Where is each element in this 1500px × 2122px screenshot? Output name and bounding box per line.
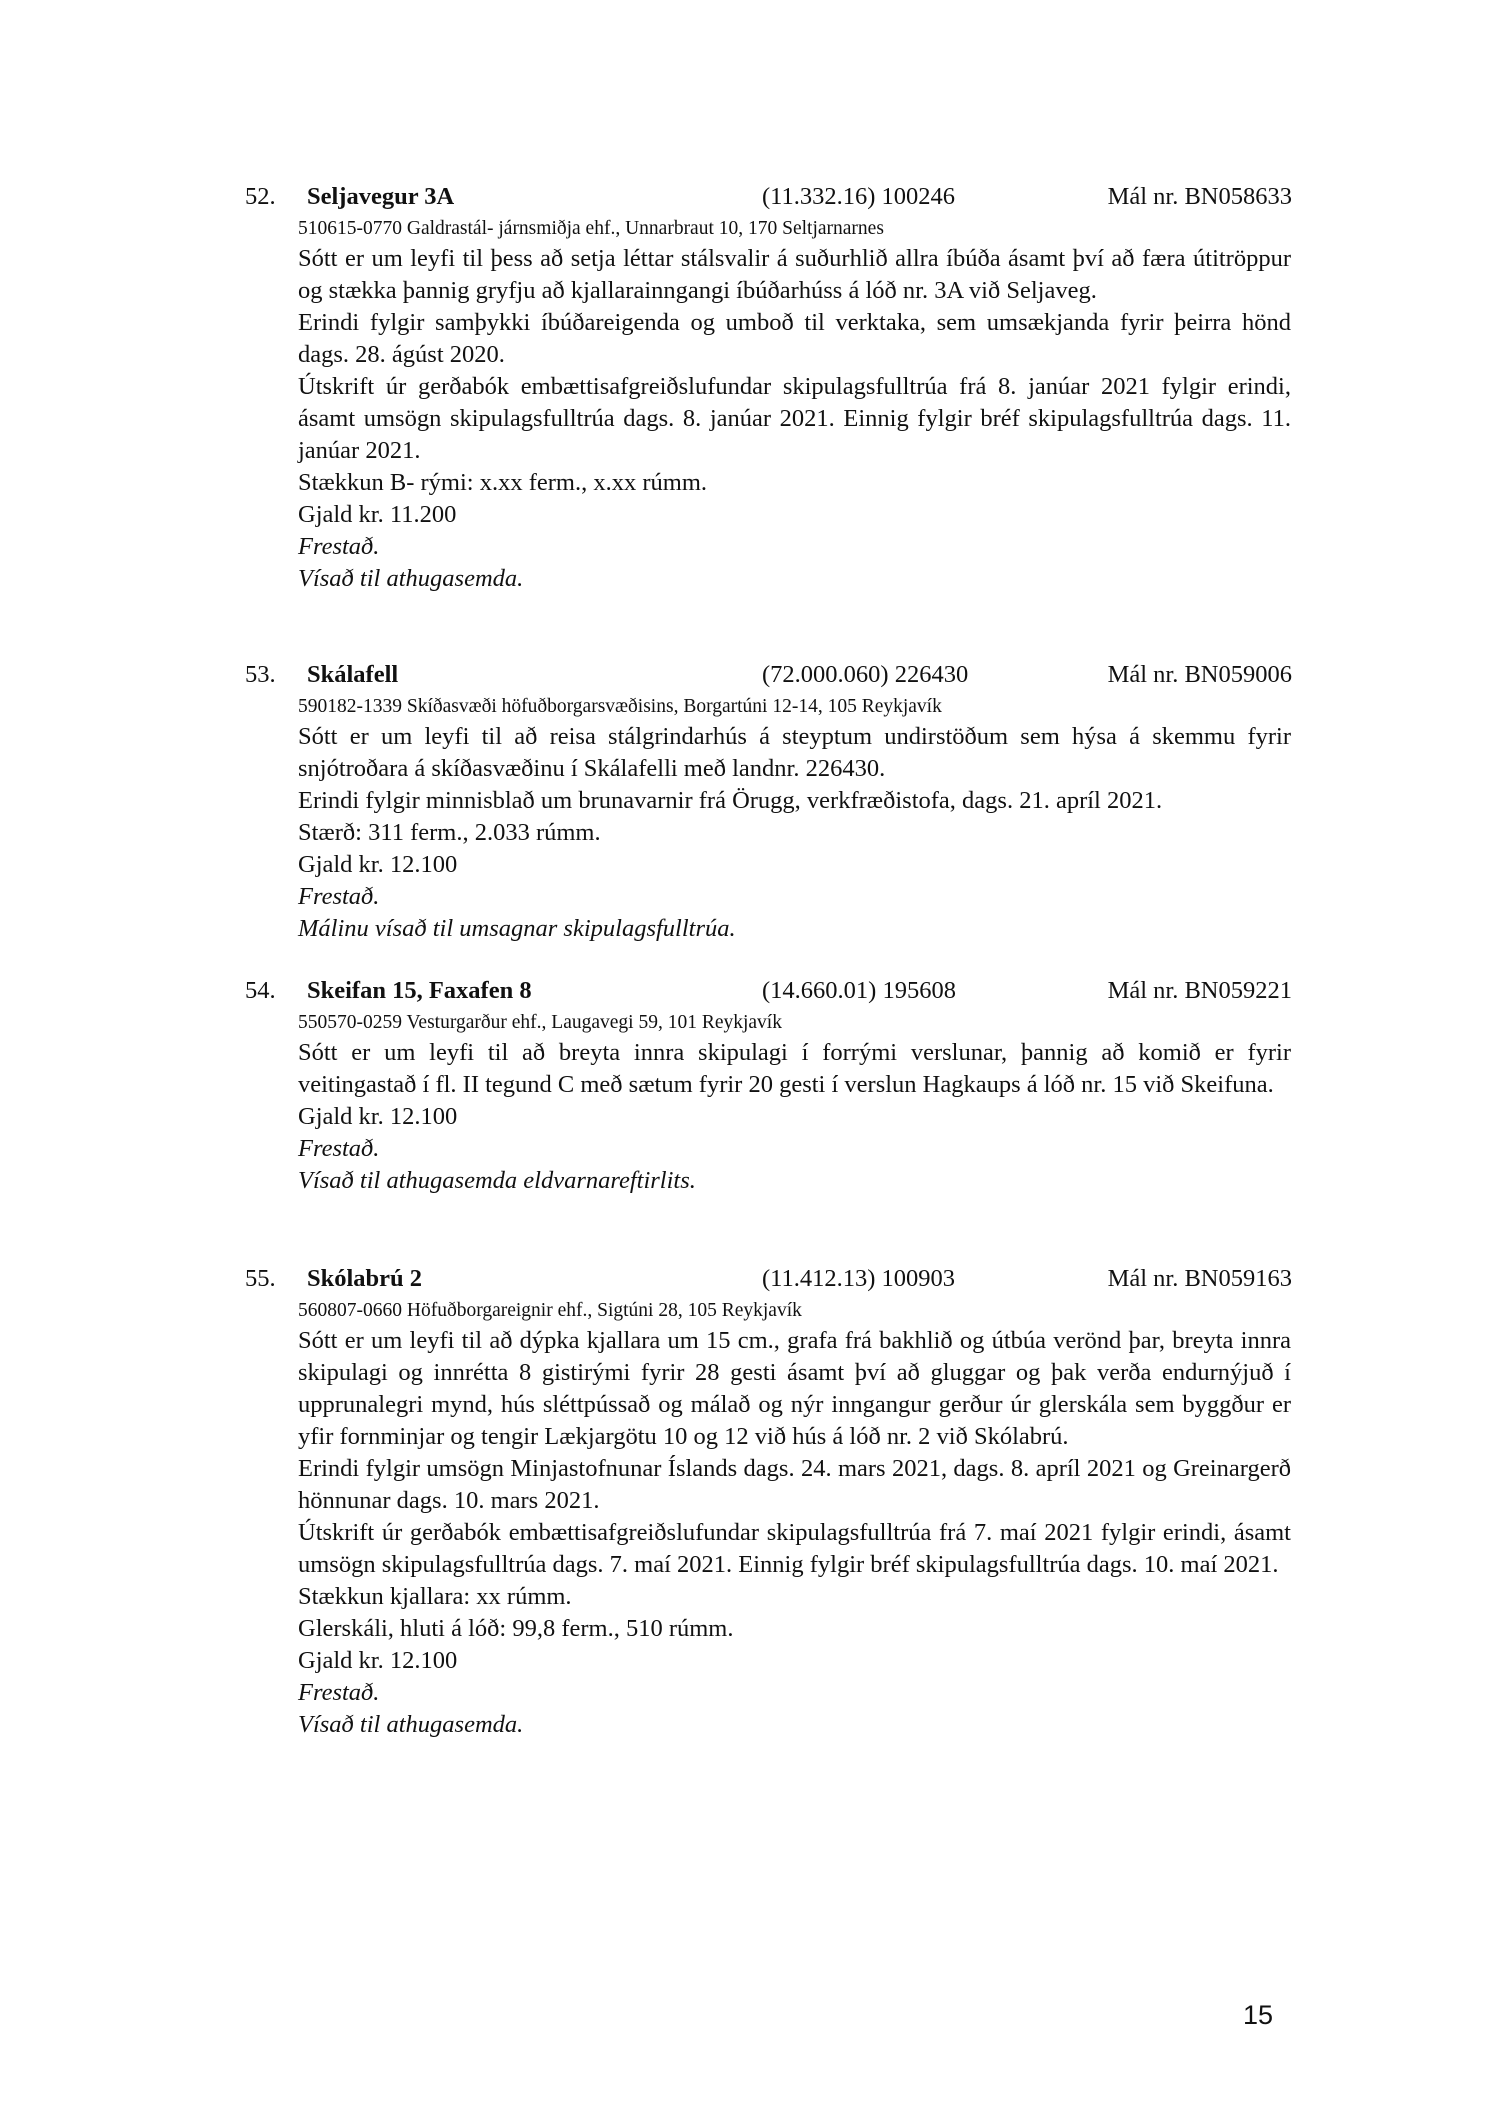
case-paragraph: Útskrift úr gerðabók embættisafgreiðslufundar skipulagsfulltrúa frá 7. maí 2021 fylgir erindi, ásamt umsögn skipulagsfulltrúa dags. 7. maí 2021. Einnig fylgir bréf skipulagsfulltrúa dags. 10. maí 2021. <box>298 1519 1291 1578</box>
case-header <box>0 974 1500 1008</box>
case-applicant: 590182-1339 Skíðasvæði höfuðborgarsvæðisins, Borgartúni 12-14, 105 Reykjavík <box>298 696 942 717</box>
case-size: Glerskáli, hluti á lóð: 99,8 ferm., 510 rúmm. <box>298 1615 734 1642</box>
case-land-reference: (11.412.13) 100903 <box>762 1265 956 1292</box>
case-address: Seljavegur 3A <box>307 183 455 210</box>
case-paragraph: Sótt er um leyfi til þess að setja léttar stálsvalir á suðurhlið allra íbúða ásamt því að færa útitröppur og stækka þannig gryfju að kjallarainngangi íbúðarhúss á lóð nr. 3A við Seljaveg. <box>298 245 1291 304</box>
case-file-number: Mál nr. BN059006 <box>1107 661 1292 688</box>
case-number: 53. <box>245 661 276 688</box>
case-header <box>0 658 1500 692</box>
case-item <box>0 658 1500 945</box>
case-address: Skálafell <box>307 661 399 688</box>
case-body <box>298 214 1291 595</box>
case-item <box>0 974 1500 1197</box>
case-address: Skólabrú 2 <box>307 1265 423 1292</box>
case-land-reference: (11.332.16) 100246 <box>762 183 956 210</box>
case-number: 52. <box>245 183 276 210</box>
case-fee: Gjald kr. 12.100 <box>298 851 458 878</box>
case-paragraph: Sótt er um leyfi til að reisa stálgrindarhús á steyptum undirstöðum sem hýsa á skemmu fyrir snjótroðara á skíðasvæðinu í Skálafelli með landnr. 226430. <box>298 723 1291 782</box>
case-decision: Frestað. <box>298 883 380 910</box>
case-file-number: Mál nr. BN059221 <box>1107 977 1292 1004</box>
case-applicant: 510615-0770 Galdrastál- járnsmiðja ehf., Unnarbraut 10, 170 Seltjarnarnes <box>298 218 884 239</box>
case-paragraph: Sótt er um leyfi til að dýpka kjallara um 15 cm., grafa frá bakhlið og útbúa verönd þar, breyta innra skipulagi og innrétta 8 gistirými fyrir 28 gesti ásamt því að gluggar og þak verða endurnýjuð í upprunalegri mynd, hús sléttpússað og málað og nýr inngangur gerður úr glerskála sem byggður er yfir fornminjar og tengir Lækjargötu 10 og 12 við hús á lóð nr. 2 við Skólabrú. <box>298 1327 1291 1450</box>
case-paragraph: Erindi fylgir umsögn Minjastofnunar Íslands dags. 24. mars 2021, dags. 8. apríl 2021 og Greinargerð hönnunar dags. 10. mars 2021. <box>298 1455 1291 1514</box>
case-size: Stækkun kjallara: xx rúmm. <box>298 1583 572 1610</box>
case-applicant: 550570-0259 Vesturgarður ehf., Laugavegi 59, 101 Reykjavík <box>298 1012 782 1033</box>
case-item <box>0 180 1500 595</box>
case-header <box>0 1262 1500 1296</box>
case-fee: Gjald kr. 12.100 <box>298 1103 458 1130</box>
case-item <box>0 1262 1500 1741</box>
page-number: 15 <box>1243 2000 1274 2030</box>
case-decision: Frestað. <box>298 533 380 560</box>
case-decision-note: Vísað til athugasemda. <box>298 565 524 592</box>
case-body <box>298 1008 1291 1197</box>
case-size: Stækkun B- rými: x.xx ferm., x.xx rúmm. <box>298 469 707 496</box>
case-decision-note: Vísað til athugasemda eldvarnareftirlits. <box>298 1167 696 1194</box>
case-paragraph: Útskrift úr gerðabók embættisafgreiðslufundar skipulagsfulltrúa frá 8. janúar 2021 fylgir erindi, ásamt umsögn skipulagsfulltrúa dags. 8. janúar 2021. Einnig fylgir bréf skipulagsfulltrúa dags. 11. janúar 2021. <box>298 373 1291 464</box>
case-decision-note: Málinu vísað til umsagnar skipulagsfulltrúa. <box>298 915 736 942</box>
case-file-number: Mál nr. BN058633 <box>1107 183 1292 210</box>
case-size: Stærð: 311 ferm., 2.033 rúmm. <box>298 819 601 846</box>
case-land-reference: (72.000.060) 226430 <box>762 661 969 688</box>
case-header <box>0 180 1500 214</box>
case-number: 55. <box>245 1265 276 1292</box>
case-address: Skeifan 15, Faxafen 8 <box>307 977 532 1004</box>
case-paragraph: Sótt er um leyfi til að breyta innra skipulagi í forrými verslunar, þannig að komið er fyrir veitingastað í fl. II tegund C með sætum fyrir 20 gesti í verslun Hagkaups á lóð nr. 15 við Skeifuna. <box>298 1039 1291 1098</box>
case-file-number: Mál nr. BN059163 <box>1107 1265 1292 1292</box>
case-decision: Frestað. <box>298 1135 380 1162</box>
case-number: 54. <box>245 977 276 1004</box>
case-fee: Gjald kr. 11.200 <box>298 501 457 528</box>
case-decision-note: Vísað til athugasemda. <box>298 1711 524 1738</box>
case-body <box>298 692 1291 945</box>
case-decision: Frestað. <box>298 1679 380 1706</box>
case-land-reference: (14.660.01) 195608 <box>762 977 956 1004</box>
case-applicant: 560807-0660 Höfuðborgareignir ehf., Sigtúni 28, 105 Reykjavík <box>298 1300 802 1321</box>
case-paragraph: Erindi fylgir minnisblað um brunavarnir frá Örugg, verkfræðistofa, dags. 21. apríl 2021. <box>298 787 1163 814</box>
case-paragraph: Erindi fylgir samþykki íbúðareigenda og umboð til verktaka, sem umsækjanda fyrir þeirra hönd dags. 28. ágúst 2020. <box>298 309 1291 368</box>
case-body <box>298 1296 1291 1741</box>
case-fee: Gjald kr. 12.100 <box>298 1647 458 1674</box>
